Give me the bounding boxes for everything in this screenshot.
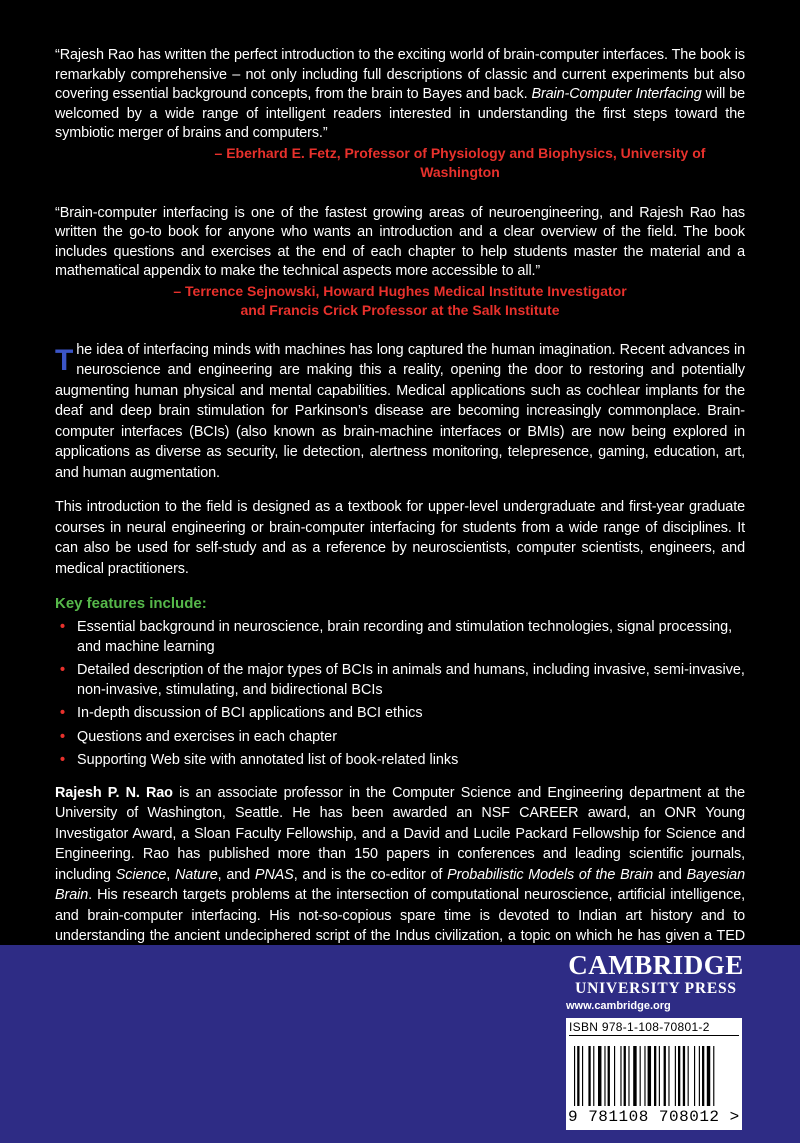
barcode-bar: [582, 1046, 583, 1106]
isbn-barcode: [566, 1018, 742, 1130]
endorsement-quote-2: “Brain-computer interfacing is one of the fastest growing areas of neuroengineering, and Rajesh Rao has written the go-to book for anyone who wants an introduction and a clear overview of the field. The book includes questions and exercises at the end of each chapter to help students master the material and a mathematical appendix to make the technical aspects more accessible to all.”: [55, 204, 745, 279]
barcode-bar: [699, 1046, 700, 1106]
list-item: • Essential background in neuroscience, brain recording and stimulation technologies, signal processing, and machine learning: [60, 619, 733, 655]
barcode-bar: [624, 1046, 626, 1106]
bullet-icon: •: [60, 705, 66, 721]
barcode-bar: [577, 1046, 579, 1106]
publisher-website: www.cambridge.org: [566, 1000, 671, 1012]
barcode-bar: [633, 1046, 636, 1106]
barcode-bar: [614, 1046, 615, 1106]
barcode-bar: [688, 1046, 689, 1106]
barcode-bar: [604, 1046, 605, 1106]
barcode-bar: [694, 1046, 695, 1106]
barcode-bar: [683, 1046, 685, 1106]
publisher-name-line2: UNIVERSITY PRESS: [575, 980, 737, 997]
bullet-icon: •: [60, 619, 66, 635]
bullet-icon: •: [60, 752, 66, 768]
list-item: • Supporting Web site with annotated list of book-related links: [55, 751, 745, 771]
list-item: • In-depth discussion of BCI applications and BCI ethics: [55, 704, 745, 724]
barcode-bar: [608, 1046, 610, 1106]
barcode-bar: [588, 1046, 590, 1106]
endorsement-quote-1: “Rajesh Rao has written the perfect introduction to the exciting world of brain-computer interfaces. The book is remarkably comprehensive – not only including full descriptions of classic and current experiments but also covering essential background concepts, from the brain to Bayes and back. Brain-Computer Interfacing will be welcomed by a wide range of intelligent readers interested in understanding the first steps toward the symbiotic merger of brains and computers.”: [55, 47, 745, 141]
bullet-icon: •: [60, 728, 66, 745]
book-title-italic: Brain-Computer Interfacing: [531, 86, 702, 102]
author-bio: Rajesh P. N. Rao is an associate professor in the Computer Science and Engineering department at the University of Washington, Seattle. He has been awarded an NSF CAREER award, an ONR Young Investigator Award, a Sloan Faculty Fellowship, and a David and Lucile Packard Fellowship for Science and Engineering. Rao has published more than 150 papers in conferences and leading scientific journals, including Science, Nature, and PNAS, and is the co-editor of Probabilistic Models of the Brain and Bayesian Brain. His research targets problems at the intersection of computational neuroscience, artificial intelligence, and brain-computer interfacing. His not-so-copious spare time is devoted to Indian art history and to understanding the ancient undeciphered script of the Indus civilization, a topic on which he has given a TED: [55, 784, 746, 944]
barcode-bar: [593, 1046, 594, 1106]
publisher-logo: [566, 950, 746, 1012]
barcode-bars-icon: [574, 1046, 738, 1106]
barcode-bar: [644, 1046, 645, 1106]
bullet-icon: •: [60, 662, 66, 678]
barcode-bar: [640, 1046, 641, 1106]
barcode-bar: [620, 1046, 621, 1106]
barcode-bar: [702, 1046, 704, 1106]
list-item: • Questions and exercises in each chapter: [55, 728, 745, 748]
list-item: • Detailed description of the major types of BCIs in animals and humans, including invasive, semi-invasive, non-invasive, stimulating, and bidirectional BCIs: [60, 662, 745, 698]
isbn-label: ISBN 978-1-108-70801-2: [569, 1020, 710, 1034]
barcode-bar: [675, 1046, 676, 1106]
barcode-bar: [598, 1046, 601, 1106]
barcode-bar: [648, 1046, 651, 1106]
endorsement-attribution-2-line1: – Terrence Sejnowski, Howard Hughes Medical Institute Investigator: [173, 282, 627, 299]
endorsement-attribution-1: – Eberhard E. Fetz, Professor of Physiology and Biophysics, University of Washington: [214, 144, 706, 180]
drop-cap: T: [55, 343, 74, 377]
barcode-bar: [713, 1046, 714, 1106]
barcode-bar: [574, 1046, 575, 1106]
description-paragraph-1: The idea of interfacing minds with machines has long captured the human imagination. Recent advances in neuroscience and engineering are making this a reality, opening the door to restoring and potentially augmenting human physical and mental capabilities. Medical applications such as cochlear implants for the deaf and deep brain stimulation for Parkinson’s disease are becoming increasingly commonplace. Brain-computer interfaces (BCIs) (also known as brain-machine interfaces or BMIs) are now being explored in applications as diverse as security, lie detection, alertness monitoring, telepresence, gaming, education, art, and human augmentation.: [55, 341, 745, 481]
publisher-name-line1: CAMBRIDGE: [568, 950, 744, 980]
barcode-bar: [668, 1046, 669, 1106]
key-features-title: Key features include:: [55, 595, 207, 612]
barcode-bar: [664, 1046, 666, 1106]
barcode-bar: [654, 1046, 656, 1106]
endorsement-attribution-2-line2: and Francis Crick Professor at the Salk Institute: [240, 301, 560, 318]
barcode-bar: [707, 1046, 710, 1106]
author-name: Rajesh P. N. Rao: [55, 784, 173, 801]
description-paragraph-2: This introduction to the field is designed as a textbook for upper-level undergraduate and first-year graduate courses in neural engineering or brain-computer interfacing for students from a wide range of disciplines. It can also be used for self-study and as a reference by neuroscientists, computer scientists, engineers, and medical practitioners.: [55, 499, 745, 577]
key-features-list: [55, 618, 745, 771]
barcode-digits: 9 781108 708012 >: [568, 1108, 740, 1126]
barcode-bar: [678, 1046, 680, 1106]
back-cover-content: [55, 46, 745, 967]
barcode-bar: [628, 1046, 629, 1106]
barcode-bar: [659, 1046, 660, 1106]
